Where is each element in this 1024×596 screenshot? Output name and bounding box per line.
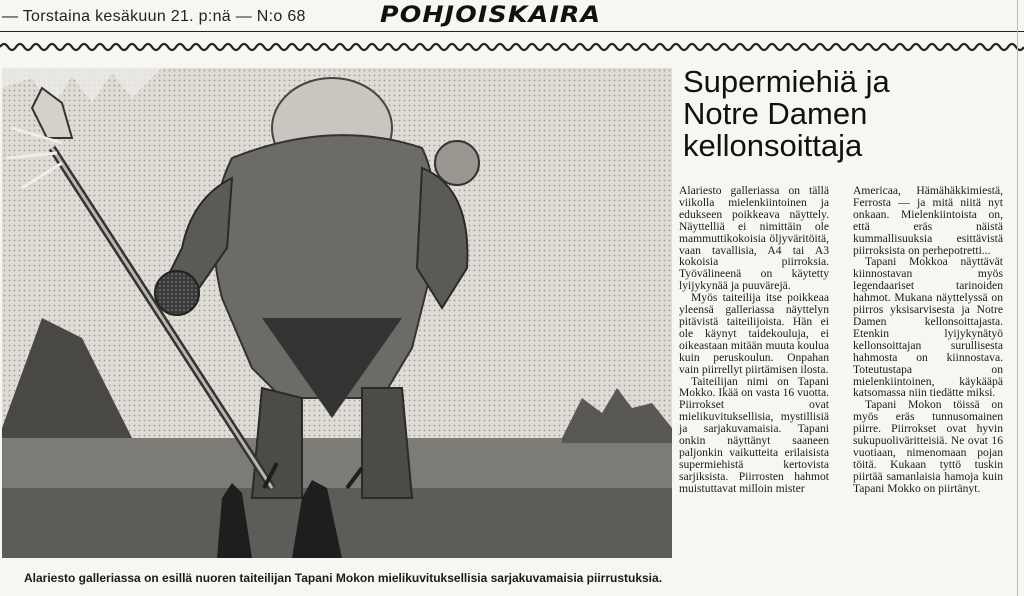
wavy-divider <box>0 40 1024 54</box>
paragraph: Tapani Mokkoa näyttävät kiinnostavan myös legendaariset tarinoiden hahmot. Mukana näyttelyssä on piirros yksisarvisesta ja Notre Damen kellonsoittajasta. Etenkin lyijykynätyö kellonsoittajan surullisesta hahmosta on kiinnostava. Toteutustapa on mielenkiintoinen, käykääpä katsomassa niin tiedätte miksi. <box>853 255 1003 400</box>
photo-caption: Alariesto galleriassa on esillä nuoren taiteilijan Tapani Mokon mielikuvituksellisia sarjakuvamaisia piirrustuksia. <box>24 571 663 585</box>
headline-line-2: Notre Damen <box>683 96 868 131</box>
masthead: POHJOISKAIRA <box>380 3 602 28</box>
article-column-2 <box>853 185 1003 495</box>
paragraph: Americaa, Hämähäkkimiestä, Ferrosta — ja mitä niitä nyt onkaan. Mielenkiintoista on, että eräs näistä kummallisuuksia esittävistä piirroksista on perhepotretti... <box>853 184 1003 257</box>
dateline: — Torstaina kesäkuun 21. p:nä — N:o 68 <box>2 8 306 25</box>
giant-robot-drawing <box>2 68 672 558</box>
article-column-1 <box>679 185 829 495</box>
headline-line-3: kellonsoittaja <box>683 128 863 163</box>
paragraph: Myös taiteilija itse poikkeaa yleensä galleriassa näyttelyn pitävistä taiteilijoista. Hän ei ole käynyt taidekouluja, ei oikeastaan mitään muuta koulua kuin peruskoulun. Onpahan vain piirrellyt piirtämisen ilosta. <box>679 291 829 376</box>
header-rule <box>0 31 1024 32</box>
article-photo <box>2 68 672 558</box>
article-headline <box>683 66 1013 162</box>
paragraph: Taiteilijan nimi on Tapani Mokko. Ikää on vasta 16 vuotta. Piirrokset ovat mielikuvituksellisia, mystillisiä ja sarjakuvamaisia. Tapani onkin näyttänyt saaneen paljonkin vaikutteita erilaisista supermiehistä kertovista sarjiksista. Piirrosten hahmot muistuttavat milloin mister <box>679 374 829 495</box>
page-edge-rule <box>1017 0 1018 596</box>
paragraph: Tapani Mokon töissä on myös eräs tunnusomainen piirre. Piirrokset ovat hyvin sukupuoliväritteisiä. Ne ovat 16 vuotiaan, nimenomaan pojan töitä. Kukaan tyttö tuskin piirtää samanlaisia hamoja kuin Tapani Mokko on piirtänyt. <box>853 398 1003 495</box>
paragraph: Alariesto galleriassa on tällä viikolla mielenkiintoinen ja edukseen poikkeava näyttely. Näyttelliä ei nimittäin ole mammuttikokoisia öljyväritöitä, vaan tavallisia, A4 tai A3 kokoisia piirroksia. Työvälineenä on käytetty lyijykynää ja puuvärejä. <box>679 184 829 293</box>
headline-line-1: Supermiehiä ja <box>683 64 890 99</box>
page-header <box>0 0 1024 36</box>
